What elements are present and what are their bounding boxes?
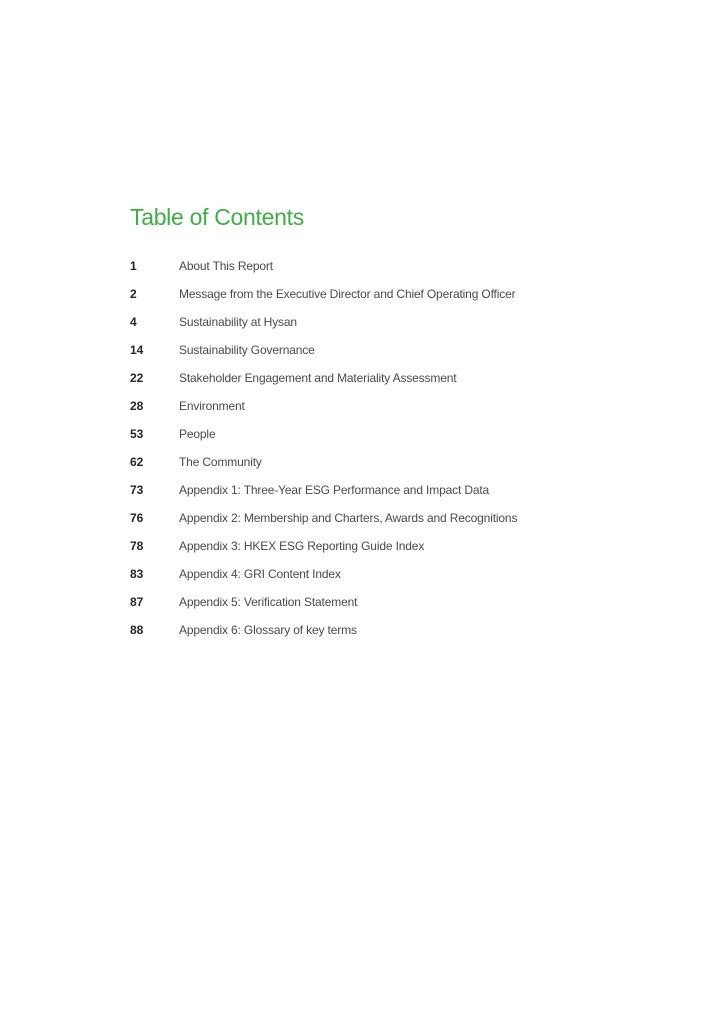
toc-entry-label: Appendix 3: HKEX ESG Reporting Guide Index [179,539,425,553]
toc-entry-label: Appendix 1: Three-Year ESG Performance and Impact Data [179,483,490,497]
toc-page-number: 87 [130,595,144,609]
toc-page-number: 1 [130,259,137,273]
toc-entry-label: Appendix 5: Verification Statement [179,595,358,609]
toc-page-number: 83 [130,567,144,581]
toc-entry-label: People [179,427,216,441]
toc-entry[interactable] [130,476,590,504]
toc-page-number: 88 [130,623,144,637]
toc-entry[interactable] [130,420,590,448]
toc-entry-label: About This Report [179,259,273,273]
toc-page-number: 28 [130,399,144,413]
toc-entry-label: Sustainability Governance [179,343,315,357]
toc-entry[interactable] [130,252,590,280]
toc-page-number: 78 [130,539,144,553]
toc-entry[interactable] [130,364,590,392]
toc-entry[interactable] [130,560,590,588]
toc-entry-label: Appendix 6: Glossary of key terms [179,623,357,637]
toc-page-number: 14 [130,343,144,357]
toc-entry[interactable] [130,392,590,420]
toc-entry[interactable] [130,504,590,532]
toc-entry-label: Stakeholder Engagement and Materiality Assessment [179,371,457,385]
toc-page-number: 53 [130,427,144,441]
toc-entry-label: Appendix 4: GRI Content Index [179,567,341,581]
toc-page-number: 4 [130,315,137,329]
toc-page-number: 22 [130,371,144,385]
toc-entry[interactable] [130,280,590,308]
toc-page-number: 76 [130,511,144,525]
toc-page-number: 62 [130,455,144,469]
toc-entry-label: Environment [179,399,245,413]
page-title: Table of Contents [130,204,304,230]
toc-entry[interactable] [130,532,590,560]
toc-page-number: 73 [130,483,144,497]
toc-entry-label: The Community [179,455,262,469]
toc-entry[interactable] [130,308,590,336]
toc-entry[interactable] [130,616,590,644]
toc-entry-label: Message from the Executive Director and Chief Operating Officer [179,287,516,301]
toc-page-number: 2 [130,287,137,301]
toc-entry[interactable] [130,448,590,476]
toc-list [130,252,590,644]
toc-entry-label: Sustainability at Hysan [179,315,297,329]
toc-entry-label: Appendix 2: Membership and Charters, Awards and Recognitions [179,511,518,525]
toc-entry[interactable] [130,336,590,364]
toc-entry[interactable] [130,588,590,616]
